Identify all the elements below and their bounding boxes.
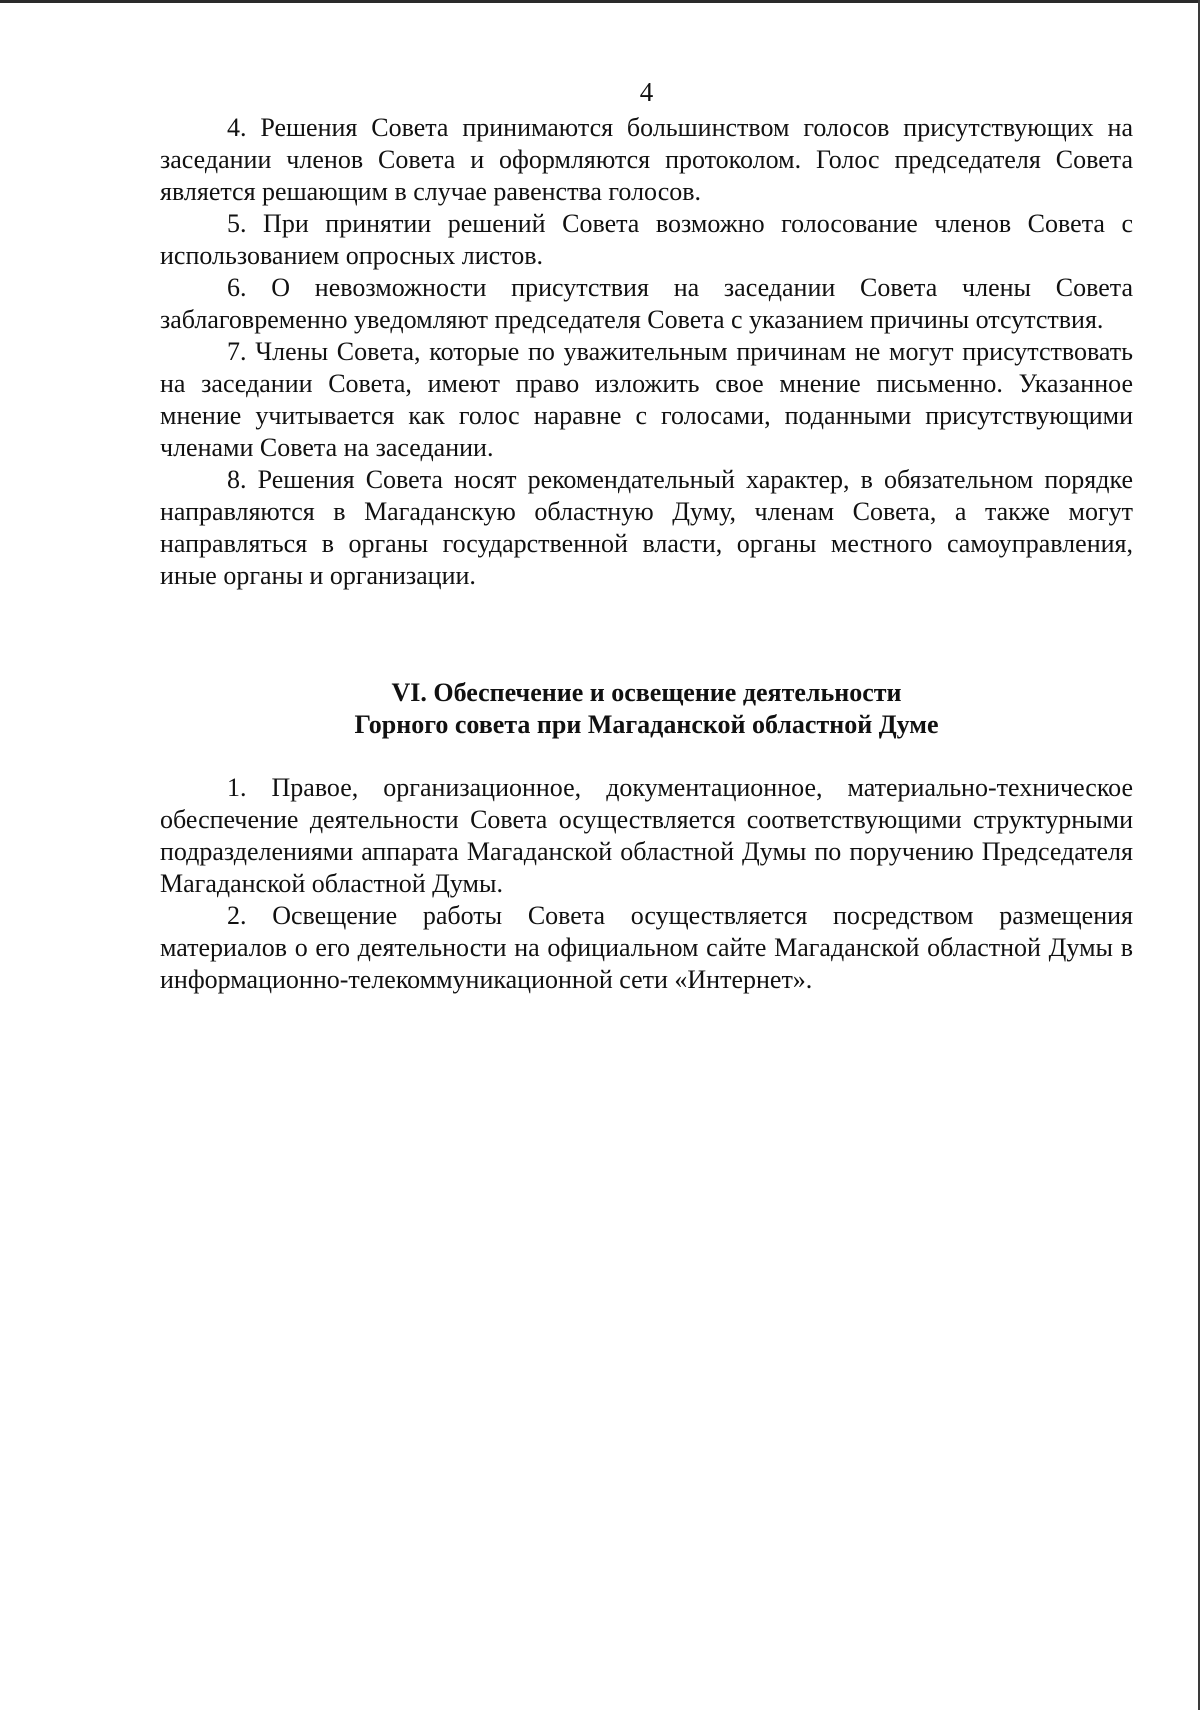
paragraph-5: 5. При принятии решений Совета возможно голосование членов Совета с использованием опросных листов. <box>160 209 1133 270</box>
scan-top-edge <box>0 0 1200 3</box>
section-heading <box>160 677 1133 741</box>
section-paragraph-2: 2. Освещение работы Совета осуществляется посредством размещения материалов о его деятельности на официальном сайте Магаданской областной Думы в информационно-телекоммуникационной сети «Интернет». <box>160 901 1133 994</box>
paragraph-4: 4. Решения Совета принимаются большинством голосов присутствующих на заседании членов Совета и оформляются протоколом. Голос председателя Совета является решающим в случае равенства голосов. <box>160 113 1133 206</box>
paragraphs-bottom <box>160 772 1133 996</box>
paragraph-6: 6. О невозможности присутствия на заседании Совета члены Совета заблаговременно уведомляют председателя Совета с указанием причины отсутствия. <box>160 273 1133 334</box>
section-title <box>160 677 1133 741</box>
section-title-line-2: Горного совета при Магаданской областной Думе <box>354 710 939 739</box>
section-paragraph-1: 1. Правое, организационное, документационное, материально-техническое обеспечение деятельности Совета осуществляется соответствующими структурными подразделениями аппарата Магаданской областной Думы по поручению Председателя Магаданской областной Думы. <box>160 773 1133 898</box>
paragraph-8: 8. Решения Совета носят рекомендательный характер, в обязательном порядке направляются в Магаданскую областную Думу, членам Совета, а также могут направляться в органы государственной власти, органы местного самоуправления, иные органы и организации. <box>160 465 1133 590</box>
paragraph-7: 7. Члены Совета, которые по уважительным причинам не могут присутствовать на заседании Совета, имеют право изложить свое мнение письменно. Указанное мнение учитывается как голос наравне с голосами, поданными присутствующими членами Совета на заседании. <box>160 337 1133 462</box>
paragraphs-top <box>160 112 1133 592</box>
page-number: 4 <box>639 77 654 107</box>
section-title-line-1: VI. Обеспечение и освещение деятельности <box>391 678 902 707</box>
